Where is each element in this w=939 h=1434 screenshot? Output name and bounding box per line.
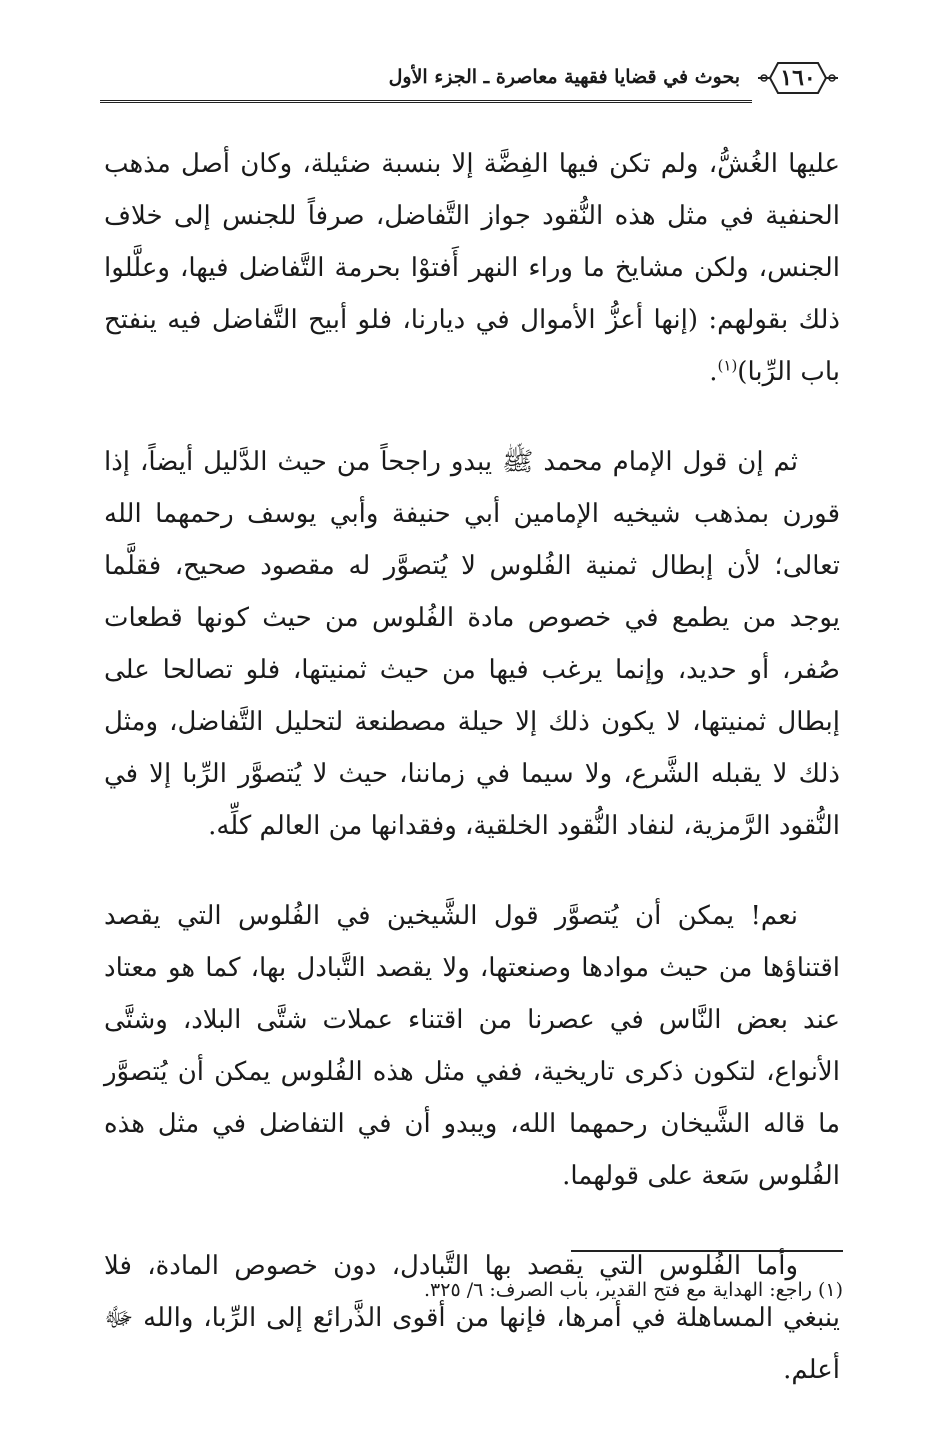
paragraph: ثم إن قول الإمام محمد ﷺ يبدو راجحاً من حيث الدَّليل أيضاً، إذا قورن بمذهب شيخيه الإمامين أبي حنيفة وأبي يوسف رحمهما الله تعالى؛ لأن إبطال ثمنية الفُلوس لا يُتصوَّر له مقصود صحيح، فقلَّما يوجد من يطمع في خصوص مادة الفُلوس من حيث كونها قطعات صُفر، أو حديد، وإنما يرغب فيها من حيث ثمنيتها، فلو تصالحا على إبطال ثمنيتها، لا يكون ذلك إلا حيلة مصطنعة لتحليل التَّفاضل، ومثل ذلك لا يقبله الشَّرع، ولا سيما في زماننا، حيث لا يُتصوَّر الرِّبا إلا في النُّقود الرَّمزية، لنفاد النُّقود الخلقية، وفقدانها من العالم كلِّه. <box>104 447 840 841</box>
page-number-ornament <box>756 58 840 98</box>
paragraph-text: عليها الغُشُّ، ولم تكن فيها الفِضَّة إلا بنسبة ضئيلة، وكان أصل مذهب الحنفية في مثل هذه النُّقود جواز التَّفاضل، صرفاً للجنس إلى خلاف الجنس، ولكن مشايخ ما وراء النهر أَفتوْا بحرمة التَّفاضل فيها، وعلَّلوا ذلك بقولهم: (إنها أعزُّ الأموال في ديارنا، فلو أبيح التَّفاضل فيه ينفتح باب الرِّبا) <box>104 149 840 387</box>
footnote-divider <box>571 1250 843 1252</box>
page-number: ١٦٠ <box>780 65 816 91</box>
paragraph: وأما الفُلوس التي يقصد بها التَّبادل، دون خصوص المادة، فلا ينبغي المساهلة في أمرها، فإنها من أقوى الذَّرائع إلى الرِّبا، والله ﷻ أعلم. <box>104 1251 840 1385</box>
paragraph: نعم! يمكن أن يُتصوَّر قول الشَّيخين في الفُلوس التي يقصد اقتناؤها من حيث موادها وصنعتها، ولا يقصد التَّبادل بها، كما هو معتاد عند بعض النَّاس في عصرنا من اقتناء عملات شتَّى البلاد، وشتَّى الأنواع، لتكون ذكرى تاريخية، ففي مثل هذه الفُلوس يمكن أن يُتصوَّر ما قاله الشَّيخان رحمهما الله، ويبدو أن في التفاضل في مثل هذه الفُلوس سَعة على قولهما. <box>104 901 840 1191</box>
header-divider <box>100 100 752 103</box>
main-text <box>104 138 840 1434</box>
running-title: بحوث في قضايا فقهية معاصرة ـ الجزء الأول <box>388 66 740 88</box>
paragraph-tail: . <box>709 357 718 387</box>
footnote-reference: (١) <box>717 356 738 375</box>
paragraph <box>104 138 840 398</box>
footnote: (١) راجع: الهداية مع فتح القدير، باب الصرف: ٦/ ٣٢٥. <box>424 1279 843 1301</box>
page-header <box>100 58 840 106</box>
